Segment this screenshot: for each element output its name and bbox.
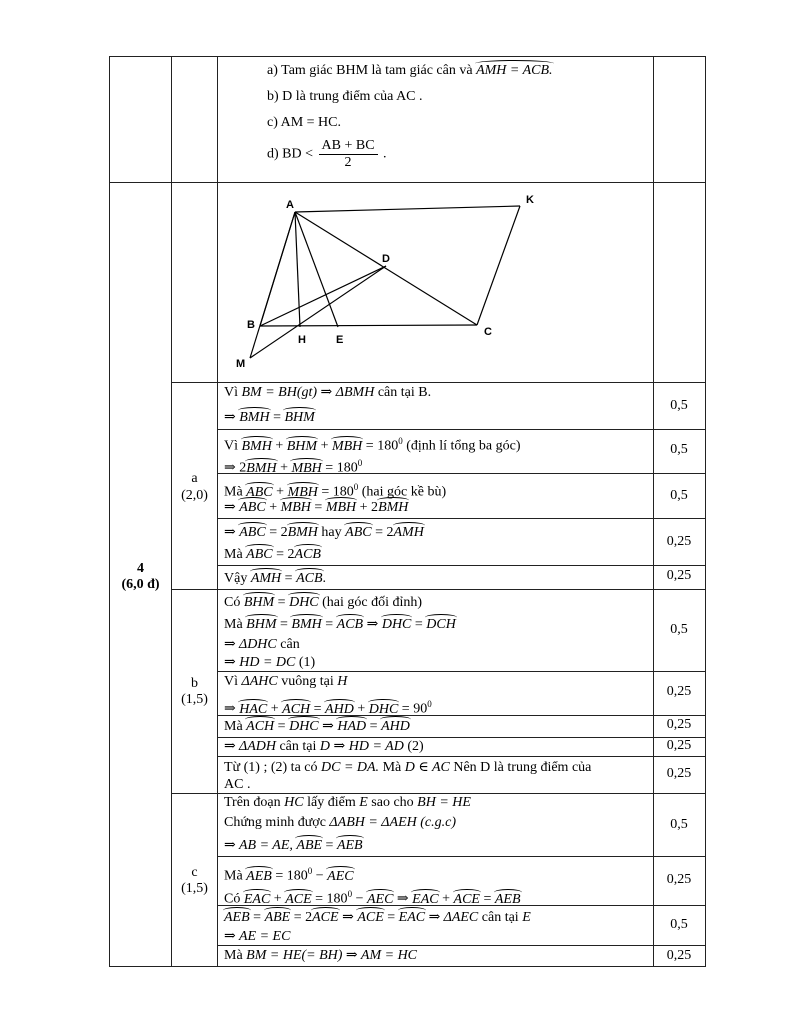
- angle: EAC: [243, 891, 271, 907]
- text: Mà: [382, 760, 402, 775]
- row-c1-line2: [224, 814, 456, 832]
- op: =: [325, 617, 334, 632]
- row-a4-line1: [224, 524, 424, 542]
- score-c4: 0,25: [666, 948, 692, 963]
- angle: BHM: [284, 410, 315, 425]
- row-a2-line1: [224, 432, 521, 456]
- formula: HC: [284, 795, 304, 810]
- row-c1-line3: [224, 837, 363, 855]
- text: cân tại: [279, 739, 317, 754]
- formula: BM = BH(gt) ⇒ ΔBMH: [241, 385, 375, 400]
- row-b5-line2: AC .: [224, 777, 251, 792]
- implies: ⇒: [342, 910, 354, 925]
- fraction-denominator: 2: [344, 155, 352, 170]
- angle: ABC: [246, 484, 273, 500]
- op: −: [355, 891, 364, 907]
- score-b5: 0,25: [666, 766, 692, 781]
- row-c3-line1: [224, 909, 531, 927]
- period: .: [322, 571, 327, 586]
- text: cân tại: [481, 910, 519, 925]
- angle: BHM: [286, 438, 318, 454]
- reason: (hai góc đối đỉnh): [322, 595, 423, 610]
- row-divider: [217, 756, 705, 757]
- op: =: [280, 617, 288, 632]
- row-divider: [217, 565, 705, 566]
- text: Mà: [224, 868, 243, 884]
- op: =: [314, 500, 323, 515]
- question-number: 4: [137, 561, 144, 576]
- row-c2-line2: [224, 885, 521, 909]
- formula: E: [359, 795, 368, 810]
- text: lấy điểm: [307, 795, 356, 810]
- op: + 2: [359, 500, 379, 515]
- text: Có: [224, 595, 241, 610]
- text: cân tại B.: [377, 385, 432, 400]
- score-a2: 0,5: [670, 442, 688, 457]
- reason: (định lí tổng ba góc): [406, 438, 521, 454]
- row-b1-line4: [224, 654, 315, 672]
- op: +: [280, 460, 288, 476]
- angle: AEC: [327, 868, 354, 884]
- angle: ACH: [282, 701, 311, 717]
- angle: BMH: [291, 617, 322, 632]
- text: Vì: [224, 438, 238, 454]
- row-b1-line3: [224, 636, 300, 654]
- table-right-border: [705, 56, 706, 967]
- degree-sup: 0: [427, 699, 432, 709]
- text: vuông tại: [281, 674, 334, 689]
- row-a1-line1: [224, 384, 431, 402]
- row-b1-line1: [224, 594, 422, 612]
- angle: ACE: [312, 910, 339, 925]
- angle: DCH: [426, 617, 456, 632]
- label-m: M: [236, 358, 246, 370]
- angle: ABC: [239, 525, 266, 540]
- score-a5: 0,25: [666, 568, 692, 583]
- formula: ⇒ ΔADH: [224, 739, 276, 754]
- op: =: [277, 719, 286, 734]
- part-c-label: c: [191, 865, 198, 880]
- op: =: [325, 838, 334, 853]
- score-b4: 0,25: [666, 738, 692, 753]
- angle: ABC: [246, 547, 273, 562]
- row-b2-line2: [224, 695, 432, 719]
- op: +: [273, 891, 282, 907]
- angle: MBH: [280, 500, 311, 515]
- angle: DHC: [289, 719, 319, 734]
- angle: ACH: [246, 719, 275, 734]
- text: hay: [321, 525, 342, 540]
- question-points: (6,0 đ): [121, 577, 160, 592]
- op: +: [269, 500, 278, 515]
- text: Vì: [224, 385, 238, 400]
- fraction: [319, 138, 378, 171]
- angle: EAC: [412, 891, 439, 907]
- statement-a: [267, 62, 553, 80]
- label-a: A: [286, 199, 294, 211]
- value: = 90: [401, 701, 428, 717]
- formula: E: [522, 910, 531, 925]
- angle: AEB: [246, 868, 272, 884]
- angle: BMH: [287, 525, 318, 540]
- score-b3: 0,25: [666, 717, 692, 732]
- implies: ⇒: [322, 719, 334, 734]
- angle: BHM: [243, 595, 275, 610]
- degree-sup: 0: [398, 436, 403, 446]
- ref: (1): [298, 655, 316, 670]
- row-c1-line1: [224, 794, 471, 812]
- angle: ACB: [336, 617, 364, 632]
- angle-amh-acb: AMH = ACB.: [476, 63, 553, 78]
- angle: AHD: [381, 719, 410, 734]
- value: = 180: [275, 868, 308, 884]
- score-b2: 0,25: [666, 684, 692, 699]
- part-a-label: a: [191, 471, 198, 486]
- degree-sup: 0: [307, 866, 313, 876]
- angle: DHC: [381, 617, 412, 632]
- angle: DHC: [289, 595, 319, 610]
- formula: BM = HE(= BH) ⇒ AM = HC: [246, 948, 418, 963]
- row-c4: [224, 947, 417, 965]
- part-c-points: (1,5): [181, 881, 208, 896]
- reason: (hai góc kề bù): [361, 484, 447, 500]
- row-b3: [224, 718, 410, 736]
- text: Mà: [224, 547, 243, 562]
- label-c: C: [484, 326, 492, 338]
- statement-c: c) AM = HC.: [267, 115, 342, 130]
- op: =: [369, 719, 378, 734]
- row-b5-line1: [224, 759, 591, 777]
- implies: ⇒: [224, 525, 236, 540]
- row-divider: [217, 429, 705, 430]
- statement-b: b) D là trung điểm của AC .: [267, 89, 423, 104]
- angle: HAD: [337, 719, 367, 734]
- row-a2-line2: [224, 454, 362, 478]
- part-a-points: (2,0): [181, 488, 208, 503]
- label-k: K: [526, 194, 534, 206]
- statement-d-prefix: d) BD <: [267, 146, 314, 162]
- score-c2: 0,25: [666, 872, 692, 887]
- statement-d: [267, 138, 387, 171]
- ref: (2): [407, 739, 424, 754]
- row-divider: [171, 382, 705, 383]
- formula: D ⇒ HD = AD: [319, 739, 404, 754]
- table-top-border: [109, 56, 705, 57]
- op: =: [387, 910, 396, 925]
- op: = 2: [276, 547, 295, 562]
- value: = 180: [321, 484, 354, 500]
- implies: ⇒ 2: [224, 460, 247, 476]
- angle: AEB: [494, 891, 521, 907]
- part-b-label: b: [191, 676, 198, 691]
- formula: ⇒ ΔAEC: [428, 910, 479, 925]
- value: = 180: [325, 460, 358, 476]
- angle: HAC: [239, 701, 268, 717]
- row-c2-line1: [224, 862, 354, 886]
- row-divider: [217, 518, 705, 519]
- op: = 2: [375, 525, 394, 540]
- angle: ACB: [294, 547, 321, 562]
- angle: AEB: [224, 910, 250, 925]
- text: Từ (1) ; (2) ta có: [224, 760, 318, 775]
- op: +: [442, 891, 451, 907]
- formula: ΔAHC: [241, 674, 278, 689]
- angle: BMH: [241, 438, 272, 454]
- op: =: [483, 891, 492, 907]
- angle: MBH: [325, 500, 357, 515]
- text: Vì: [224, 674, 238, 689]
- angle: DHC: [368, 701, 399, 717]
- implies: ⇒: [224, 701, 236, 717]
- op: +: [357, 701, 366, 717]
- op: =: [253, 910, 262, 925]
- angle: ABC: [345, 525, 372, 540]
- text: Có: [224, 891, 241, 907]
- angle: AHD: [325, 701, 354, 717]
- row-b1-line2: [224, 616, 456, 634]
- part-divider: [171, 589, 705, 590]
- angle: EAC: [398, 910, 426, 925]
- label-h: H: [298, 334, 306, 346]
- angle: BMH: [239, 410, 270, 425]
- score-a3: 0,5: [670, 488, 688, 503]
- row-a4-line2: [224, 546, 321, 564]
- formula: D ∈ AC: [404, 760, 450, 775]
- table-left-border: [109, 56, 110, 967]
- formula: ΔABH = ΔAEH (c.g.c): [329, 815, 456, 830]
- text: Mà: [224, 617, 243, 632]
- angle: AEB: [336, 838, 363, 853]
- angle: ABE: [296, 838, 323, 853]
- angle: BHM: [246, 617, 277, 632]
- angle: MBH: [291, 460, 322, 476]
- score-c1: 0,5: [670, 817, 688, 832]
- part-b-points: (1,5): [181, 692, 208, 707]
- fraction-numerator: AB + BC: [319, 138, 378, 155]
- angle: BMH: [378, 500, 409, 515]
- row-a3-line2: [224, 499, 408, 517]
- value: = 180: [365, 438, 399, 454]
- angle: AMH: [393, 525, 424, 540]
- angle: ACB: [296, 571, 323, 586]
- text: sao cho: [371, 795, 414, 810]
- op: =: [414, 617, 423, 632]
- implies: ⇒: [224, 410, 236, 425]
- formula: DC = DA.: [321, 760, 380, 775]
- row-divider: [217, 856, 705, 857]
- formula: ⇒ HD = DC: [224, 655, 296, 670]
- label-e: E: [336, 334, 344, 346]
- text: cân: [280, 637, 300, 652]
- implies: ⇒: [366, 617, 379, 632]
- angle: MBH: [331, 438, 363, 454]
- op: +: [275, 438, 284, 454]
- formula: ⇒ AB = AE,: [224, 838, 293, 853]
- angle: ACE: [453, 891, 480, 907]
- formula: ⇒ ΔDHC: [224, 637, 277, 652]
- score-a1: 0,5: [670, 398, 688, 413]
- op: =: [277, 595, 286, 610]
- text: Chứng minh được: [224, 815, 326, 830]
- score-b1: 0,5: [670, 622, 688, 637]
- angle: AMH: [250, 571, 282, 586]
- degree-sup: 0: [347, 889, 353, 899]
- op: +: [270, 701, 279, 717]
- text: Nên D là trung điểm của: [453, 760, 592, 775]
- angle: BMH: [246, 460, 277, 476]
- angle: AEC: [366, 891, 394, 907]
- row-a1-line2: [224, 409, 315, 427]
- op: = 2: [269, 525, 288, 540]
- score-c3: 0,5: [670, 917, 688, 932]
- text: Mà: [224, 948, 243, 963]
- implies: ⇒: [396, 891, 409, 907]
- label-d: D: [382, 253, 390, 265]
- degree-sup: 0: [353, 482, 359, 492]
- text: Mà: [224, 484, 243, 500]
- text: Vậy: [224, 571, 248, 586]
- op: −: [315, 868, 324, 884]
- angle: ABE: [264, 910, 291, 925]
- row-b2-line1: [224, 673, 347, 691]
- formula: H: [337, 674, 348, 689]
- op: +: [276, 484, 285, 500]
- equals: =: [273, 410, 281, 425]
- op: =: [284, 571, 293, 586]
- op: +: [320, 438, 329, 454]
- row-a5: [224, 570, 326, 588]
- degree-sup: 0: [357, 458, 363, 468]
- op: =: [313, 701, 322, 717]
- angle: ACE: [357, 910, 384, 925]
- text: Trên đoạn: [224, 795, 281, 810]
- score-a4: 0,25: [666, 534, 692, 549]
- op: = 2: [293, 910, 313, 925]
- column-divider: [171, 56, 172, 967]
- angle: ACE: [285, 891, 312, 907]
- statement-a-text: a) Tam giác BHM là tam giác cân và: [267, 63, 473, 78]
- label-b: B: [247, 319, 255, 331]
- implies: ⇒: [224, 500, 236, 515]
- formula: BH = HE: [417, 795, 471, 810]
- text: Mà: [224, 719, 243, 734]
- angle: ABC: [239, 500, 266, 515]
- row-b4: [224, 738, 424, 756]
- statement-d-suffix: .: [383, 146, 387, 162]
- row-c3-line2: ⇒ AE = EC: [224, 929, 291, 944]
- geometry-figure: [218, 183, 652, 381]
- angle: MBH: [287, 484, 318, 500]
- table-bottom-border: [109, 966, 705, 967]
- value: = 180: [315, 891, 348, 907]
